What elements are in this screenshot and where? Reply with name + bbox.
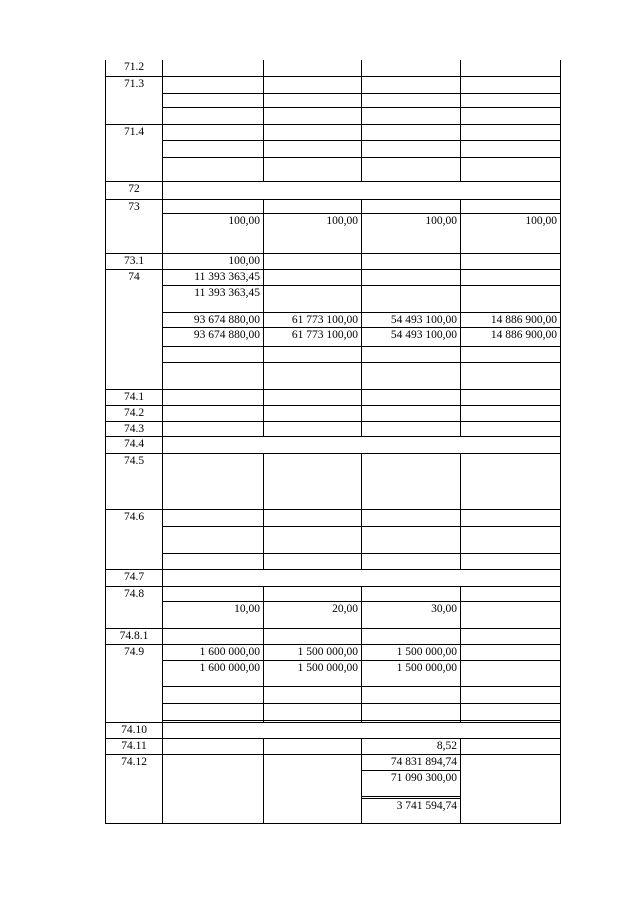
value-cell: 10,00 — [163, 601, 264, 628]
value-cell — [264, 362, 362, 389]
row-number-cell: 74.4 — [106, 436, 163, 453]
value-cell: 1 600 000,00 — [163, 660, 264, 686]
table-row — [106, 509, 561, 526]
value-cell — [461, 601, 561, 628]
value-cell — [264, 93, 362, 107]
value-cell — [362, 509, 461, 526]
value-cell — [461, 362, 561, 389]
value-cell — [362, 389, 461, 405]
row-number-cell: 71.4 — [106, 124, 163, 181]
value-cell — [264, 686, 362, 703]
value-cell — [461, 76, 561, 93]
value-cell — [461, 285, 561, 312]
value-cell: 8,52 — [362, 738, 461, 754]
value-cell — [264, 421, 362, 436]
row-number-cell: 74.3 — [106, 421, 163, 436]
value-cell — [163, 686, 264, 703]
value-cell — [461, 269, 561, 285]
value-cell — [362, 628, 461, 644]
value-cell — [264, 509, 362, 526]
value-cell — [461, 93, 561, 107]
table-row — [106, 213, 561, 253]
value-cell — [461, 421, 561, 436]
value-cell — [264, 157, 362, 181]
value-cell — [461, 453, 561, 509]
value-cell: 61 773 100,00 — [264, 312, 362, 327]
value-cell — [264, 285, 362, 312]
value-cell — [362, 157, 461, 181]
value-cell — [461, 253, 561, 269]
value-cell: 11 393 363,45 — [163, 285, 264, 312]
value-cell — [264, 628, 362, 644]
value-cell: 14 886 900,00 — [461, 312, 561, 327]
value-cell — [163, 124, 264, 140]
value-cell — [264, 76, 362, 93]
value-cell — [362, 405, 461, 421]
value-cell — [264, 405, 362, 421]
value-cell — [461, 526, 561, 553]
value-cell — [461, 703, 561, 720]
value-cell — [362, 586, 461, 601]
value-cell — [461, 199, 561, 213]
value-cell — [362, 60, 461, 76]
value-cell — [264, 703, 362, 720]
value-cell: 20,00 — [264, 601, 362, 628]
value-cell — [461, 509, 561, 526]
value-cell — [264, 738, 362, 754]
value-cell: 30,00 — [362, 601, 461, 628]
value-cell — [264, 124, 362, 140]
value-cell — [362, 703, 461, 720]
table-row — [106, 628, 561, 644]
value-cell: 93 674 880,00 — [163, 312, 264, 327]
value-cell: 100,00 — [264, 213, 362, 253]
table-row — [106, 60, 561, 76]
value-cell: 3 741 594,74 — [362, 798, 461, 823]
table-row — [106, 754, 561, 770]
value-cell — [461, 628, 561, 644]
table-row — [106, 93, 561, 107]
value-cell — [163, 60, 264, 76]
data-table — [105, 60, 561, 824]
value-cell — [163, 526, 264, 553]
value-cell — [461, 60, 561, 76]
value-cell — [163, 509, 264, 526]
row-number-cell: 74.8.1 — [106, 628, 163, 644]
value-cell — [163, 405, 264, 421]
table-row — [106, 686, 561, 703]
table-row — [106, 285, 561, 312]
value-cell — [461, 754, 561, 823]
value-cell — [264, 199, 362, 213]
value-cell — [163, 738, 264, 754]
table-row — [106, 722, 561, 738]
value-cell — [362, 553, 461, 569]
value-cell — [264, 346, 362, 362]
value-cell — [163, 569, 561, 586]
row-number-cell: 74.8 — [106, 586, 163, 628]
value-cell — [362, 107, 461, 124]
value-cell — [264, 389, 362, 405]
row-number-cell: 74.11 — [106, 738, 163, 754]
value-cell: 71 090 300,00 — [362, 770, 461, 796]
table-row — [106, 660, 561, 686]
table-row — [106, 703, 561, 720]
table-row — [106, 738, 561, 754]
value-cell: 74 831 894,74 — [362, 754, 461, 770]
row-number-cell: 74 — [106, 269, 163, 389]
value-cell — [461, 686, 561, 703]
value-cell — [163, 754, 264, 823]
value-cell — [362, 346, 461, 362]
value-cell — [163, 421, 264, 436]
value-cell — [362, 140, 461, 157]
value-cell: 93 674 880,00 — [163, 327, 264, 346]
table-row — [106, 644, 561, 660]
value-cell: 11 393 363,45 — [163, 269, 264, 285]
value-cell — [362, 93, 461, 107]
table-row — [106, 181, 561, 199]
value-cell — [264, 269, 362, 285]
value-cell — [461, 140, 561, 157]
value-cell — [163, 76, 264, 93]
value-cell — [163, 389, 264, 405]
row-number-cell: 72 — [106, 181, 163, 199]
table-row — [106, 526, 561, 553]
row-number-cell: 74.9 — [106, 644, 163, 722]
row-number-cell: 74.12 — [106, 754, 163, 823]
table-row — [106, 107, 561, 124]
value-cell — [362, 253, 461, 269]
row-number-cell: 74.2 — [106, 405, 163, 421]
value-cell — [163, 703, 264, 720]
value-cell — [362, 362, 461, 389]
value-cell — [362, 124, 461, 140]
value-cell — [362, 526, 461, 553]
value-cell — [163, 586, 264, 601]
value-cell: 1 600 000,00 — [163, 644, 264, 660]
value-cell — [362, 285, 461, 312]
value-cell — [461, 644, 561, 660]
value-cell — [163, 199, 264, 213]
value-cell: 54 493 100,00 — [362, 312, 461, 327]
value-cell — [163, 362, 264, 389]
table-row — [106, 362, 561, 389]
row-number-cell: 74.6 — [106, 509, 163, 569]
value-cell — [264, 586, 362, 601]
row-number-cell: 73.1 — [106, 253, 163, 269]
row-number-cell: 74.7 — [106, 569, 163, 586]
value-cell — [163, 553, 264, 569]
table-row — [106, 569, 561, 586]
value-cell: 1 500 000,00 — [362, 644, 461, 660]
table-row — [106, 453, 561, 509]
value-cell: 1 500 000,00 — [362, 660, 461, 686]
value-cell — [264, 754, 362, 823]
table-row — [106, 601, 561, 628]
table-row — [106, 586, 561, 601]
row-number-cell: 74.10 — [106, 722, 163, 738]
table-row — [106, 389, 561, 405]
value-cell — [264, 107, 362, 124]
value-cell: 61 773 100,00 — [264, 327, 362, 346]
value-cell: 100,00 — [163, 213, 264, 253]
value-cell: 14 886 900,00 — [461, 327, 561, 346]
value-cell — [461, 346, 561, 362]
value-cell — [461, 553, 561, 569]
value-cell: 1 500 000,00 — [264, 644, 362, 660]
value-cell — [362, 686, 461, 703]
value-cell — [163, 157, 264, 181]
value-cell — [461, 389, 561, 405]
value-cell — [362, 269, 461, 285]
value-cell — [264, 140, 362, 157]
value-cell — [163, 140, 264, 157]
row-number-cell: 74.1 — [106, 389, 163, 405]
table-row — [106, 157, 561, 181]
value-cell — [461, 660, 561, 686]
row-number-cell: 73 — [106, 199, 163, 253]
value-cell — [163, 93, 264, 107]
table-row — [106, 312, 561, 327]
value-cell — [264, 60, 362, 76]
table-row — [106, 76, 561, 93]
value-cell: 100,00 — [163, 253, 264, 269]
value-cell — [163, 436, 561, 453]
value-cell — [163, 346, 264, 362]
table-row — [106, 253, 561, 269]
value-cell — [362, 199, 461, 213]
table-row — [106, 553, 561, 569]
value-cell: 100,00 — [362, 213, 461, 253]
value-cell: 1 500 000,00 — [264, 660, 362, 686]
value-cell — [461, 586, 561, 601]
value-cell — [163, 453, 264, 509]
row-number-cell: 71.2 — [106, 60, 163, 76]
table-row — [106, 421, 561, 436]
table-row — [106, 346, 561, 362]
row-number-cell: 74.5 — [106, 453, 163, 509]
table-row — [106, 199, 561, 213]
value-cell: 100,00 — [461, 213, 561, 253]
table-row — [106, 436, 561, 453]
value-cell — [264, 553, 362, 569]
table-row — [106, 405, 561, 421]
value-cell — [461, 124, 561, 140]
value-cell — [461, 738, 561, 754]
table-row — [106, 327, 561, 346]
value-cell — [362, 453, 461, 509]
value-cell — [362, 421, 461, 436]
value-cell — [264, 453, 362, 509]
row-number-cell: 71.3 — [106, 76, 163, 124]
value-cell: 54 493 100,00 — [362, 327, 461, 346]
table-row — [106, 140, 561, 157]
value-cell — [163, 107, 264, 124]
value-cell — [461, 107, 561, 124]
value-cell — [264, 253, 362, 269]
value-cell — [264, 526, 362, 553]
value-cell — [461, 405, 561, 421]
value-cell — [163, 628, 264, 644]
table-row — [106, 124, 561, 140]
value-cell — [163, 722, 561, 738]
value-cell — [362, 76, 461, 93]
value-cell — [163, 181, 561, 199]
value-cell — [461, 157, 561, 181]
table-row — [106, 269, 561, 285]
